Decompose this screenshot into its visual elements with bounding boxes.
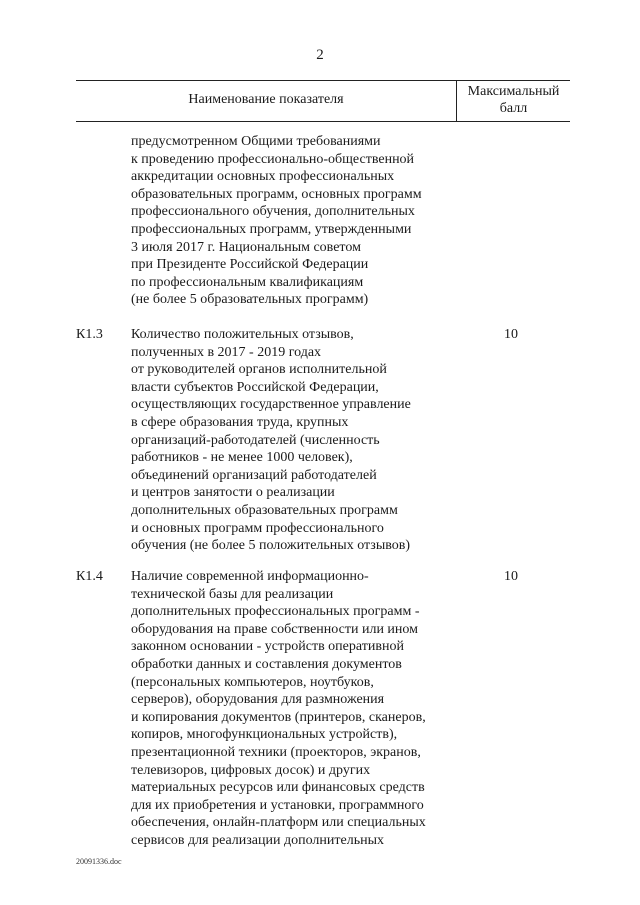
row-text-k1-3: Количество положительных отзывов, полученных в 2017 - 2019 годах от руководителей органов исполнительной власти субъектов Российской Федерации, осуществляющих государственное управление в сфере образования труда, крупных организаций-работодателей (численность работников - не менее 1000 человек), объединений организаций работодателей и центров занятости о реализации дополнительных образовательных программ и основных программ профессионального обучения (не более 5 положительных отзывов) (131, 327, 411, 554)
header-max-score: Максимальный балл (467, 84, 560, 116)
row-score-k1-4: 10 (504, 569, 518, 584)
page-number: 2 (316, 47, 324, 63)
header-indicator-name: Наименование показателя (188, 92, 344, 107)
row-score-k1-3: 10 (504, 327, 518, 342)
row-text-k1-4: Наличие современной информационно- технической базы для реализации дополнительных профессиональных программ - оборудования на праве собственности или ином законном основании - устройств оперативной обработки данных и составления документов (персональных компьютеров, ноутбуков, серверов), оборудования для размножения и копирования документов (принтеров, сканеров, копиров, многофункциональных устройств), презентационной техники (проекторов, экранов, телевизоров, цифровых досок) и других материальных ресурсов или финансовых средств для их приобретения и установки, программного обеспечения, онлайн-платформ или специальных сервисов для реализации дополнительных (131, 569, 426, 848)
row-code-k1-3: К1.3 (76, 327, 103, 342)
table-header (76, 80, 570, 122)
continuation-text: предусмотренном Общими требованиями к проведению профессионально-общественной аккредитации основных профессиональных образовательных программ, основных программ профессионального обучения, дополнительных профессиональных программ, утвержденными 3 июля 2017 г. Национальным советом при Президенте Российской Федерации по профессиональным квалификациям (не более 5 образовательных программ) (131, 134, 422, 308)
row-code-k1-4: К1.4 (76, 569, 103, 584)
footer-filename: 20091336.doc (76, 857, 122, 866)
